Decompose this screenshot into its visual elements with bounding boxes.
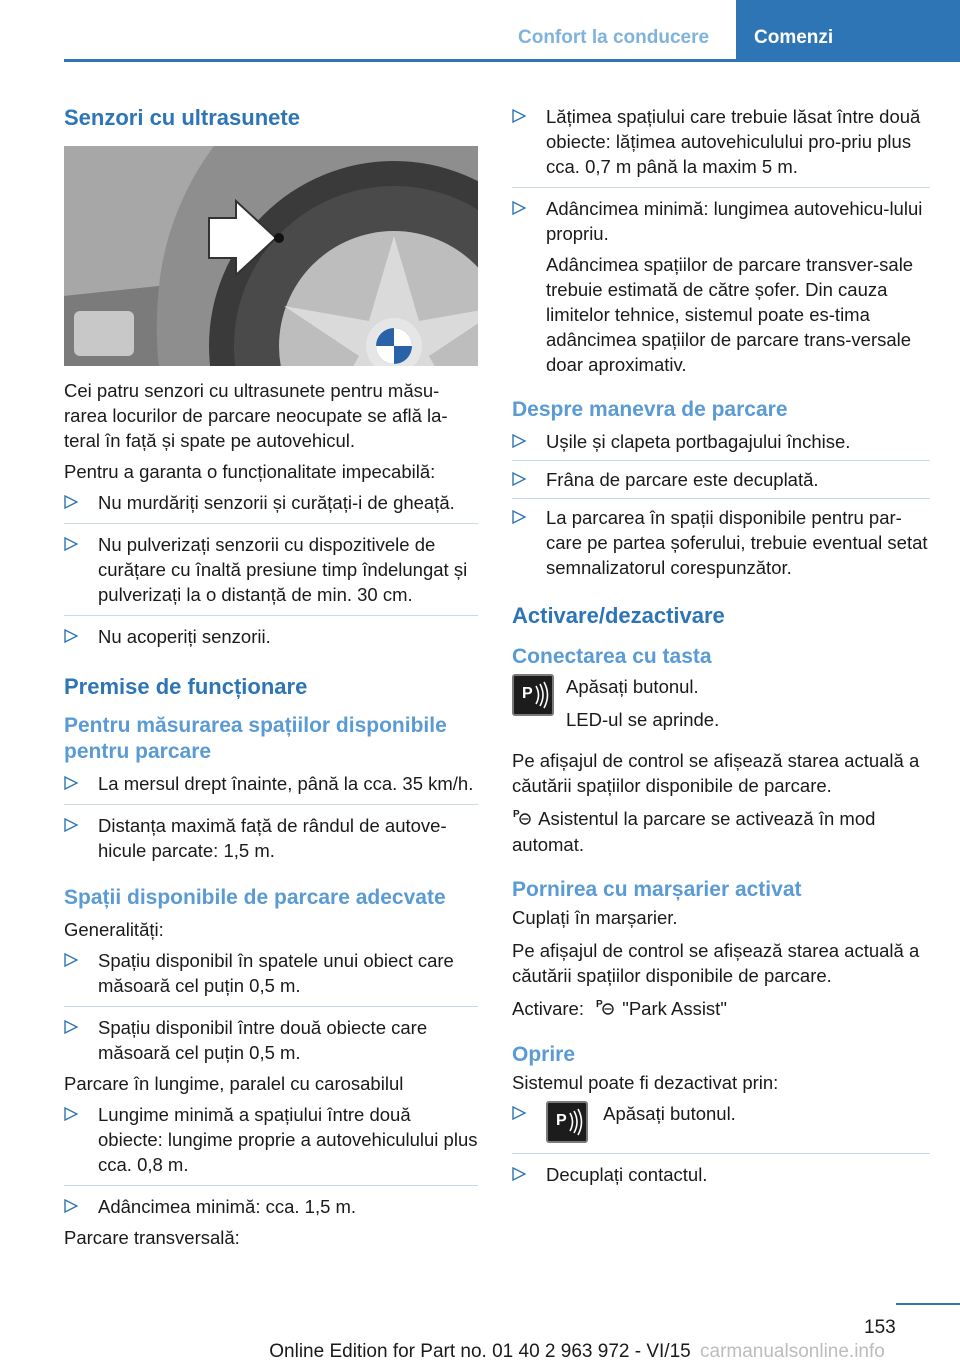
heading-premise: Premise de funcționare [64,674,308,699]
triangle-bullet-icon [512,109,526,123]
svg-text:P: P [513,809,520,820]
triangle-bullet-icon [512,1106,526,1120]
measure-list [64,771,478,863]
press-button-row [512,674,930,732]
para-transverse-note: Adâncimea spațiilor de parcare transver-sale trebuie estimată de către șofer. Din cauza limitelor tehnice, sistemul poate es-tima adâncimea spațiilor de parcare trans-versale doar aproximativ. [546,254,914,375]
list-item: Adâncimea minimă: lungimea autovehicu-lului propriu. Adâncimea spațiilor de parcare transver-sale trebuie estimată de către șofer. Din cauza limitelor tehnice, sistemul poate es-tima adâncimea spațiilor de parcare trans-versale doar aproximativ. [512,188,930,377]
list-item: Distanța maximă față de rândul de autove-hicule parcate: 1,5 m. [64,805,478,863]
list-item: Ușile și clapeta portbagajului închise. [512,429,930,461]
para-sensors: Cei patru senzori cu ultrasunete pentru măsu-rarea locurilor de parcare neocupate se află la-teral în față și spate pe autovehicul. [64,380,448,451]
sensor-photo [64,146,478,366]
triangle-bullet-icon [512,1167,526,1181]
triangle-bullet-icon [64,953,78,967]
triangle-bullet-icon [512,510,526,524]
park-assist-small-icon [512,806,534,832]
sensor-care-list [64,490,478,649]
heading-measure: Pentru măsurarea spațiilor disponibile pentru parcare [64,714,447,763]
heading-reverse: Pornirea cu marșarier activat [512,878,802,901]
menu-item-park-assist: "Park Assist" [622,998,727,1019]
list-item: Lungime minimă a spațiului între două obiecte: lungime proprie a autovehiculului plus cca. 0,8 m. [64,1102,478,1186]
page-header [0,0,960,62]
triangle-bullet-icon [64,776,78,790]
list-item: Nu acoperiți senzorii. [64,616,478,649]
para-assistant: P Asistentul la parcare se activează în mod automat. [512,808,876,855]
maneuver-list [512,429,930,580]
park-assist-small-icon [595,996,617,1022]
list-item: Frâna de parcare este decuplată. [512,461,930,499]
list-item: Decuplați contactul. [512,1154,930,1187]
list-item: La parcarea în spații disponibile pentru par-care pe partea șoferului, trebuie eventual setat semnalizatorul corespunzător. [512,499,930,580]
led-on-label: LED-ul se aprinde. [566,709,720,730]
car-wheel-illustration [64,146,478,366]
list-item: Lățimea spațiului care trebuie lăsat între două obiecte: lățimea autovehiculului pro-priu plus cca. 0,7 m până la maxim 5 m. [512,104,930,188]
tab-comenzi [736,0,960,62]
svg-text:P: P [556,1112,567,1129]
triangle-bullet-icon [64,818,78,832]
triangle-bullet-icon [64,1107,78,1121]
footer-edition: Online Edition for Part no. 01 40 2 963 972 - VI/15 [269,1341,691,1362]
park-assist-button-icon [546,1101,588,1143]
park-assist-button-icon [512,674,554,716]
list-item: P Apăsați butonul. [512,1101,930,1154]
section-title: Confort la conducere [518,27,710,48]
right-column [512,104,930,1187]
triangle-bullet-icon [64,1020,78,1034]
list-item: La mersul drept înainte, până la cca. 35 km/h. [64,771,478,805]
list-item: Spațiu disponibil în spatele unui obiect care măsoară cel puțin 0,5 m. [64,948,478,1007]
triangle-bullet-icon [64,1199,78,1213]
heading-stop: Oprire [512,1043,576,1066]
triangle-bullet-icon [512,434,526,448]
svg-text:P: P [596,999,603,1010]
triangle-bullet-icon [64,495,78,509]
list-item: Nu murdăriți senzorii și curățați-i de gheață. [64,490,478,524]
parallel-list [64,1102,478,1219]
header-rule [64,59,960,62]
tab-comenzi-label: Comenzi [754,27,834,48]
press-button-label: Apăsați butonul. [566,676,699,697]
para-activate: Activare: P "Park Assist" [512,996,930,1022]
heading-activate: Activare/dezactivare [512,603,725,628]
heading-sensors: Senzori cu ultrasunete [64,105,300,130]
watermark: carmanualsonline.info [700,1341,885,1362]
list-item: Nu pulverizați senzorii cu dispozitivele de curățare cu înaltă presiune timp îndelungat și pulverizați la o distanță de min. 30 cm. [64,524,478,616]
triangle-bullet-icon [512,472,526,486]
heading-connect: Conectarea cu tasta [512,645,712,668]
list-item: Spațiu disponibil între două obiecte care măsoară cel puțin 0,5 m. [64,1007,478,1065]
heading-maneuver: Despre manevra de parcare [512,398,788,421]
triangle-bullet-icon [64,629,78,643]
general-list [64,948,478,1065]
para-parallel: Parcare în lungime, paralel cu carosabilul [64,1073,404,1094]
heading-spaces: Spații disponibile de parcare adecvate [64,886,446,909]
stop-list [512,1101,930,1187]
para-guarantee: Pentru a garanta o funcționalitate impecabilă: [64,461,436,482]
para-deactivate: Sistemul poate fi dezactivat prin: [512,1072,779,1093]
triangle-bullet-icon [512,201,526,215]
footer-rule [896,1303,960,1305]
svg-text:P: P [522,685,533,702]
page-number: 153 [864,1317,896,1338]
para-display-state-2: Pe afișajul de control se afișează starea actuală a căutării spațiilor disponibile de parcare. [512,940,920,986]
transverse-list [512,104,930,377]
para-transverse: Parcare transversală: [64,1227,240,1248]
left-column [64,100,478,1250]
press-button-text [566,674,719,732]
para-display-state: Pe afișajul de control se afișează starea actuală a căutării spațiilor disponibile de parcare. [512,750,920,796]
para-general: Generalități: [64,919,164,940]
triangle-bullet-icon [64,537,78,551]
para-engage: Cuplați în marșarier. [512,907,678,928]
list-item: Adâncimea minimă: cca. 1,5 m. [64,1186,478,1219]
